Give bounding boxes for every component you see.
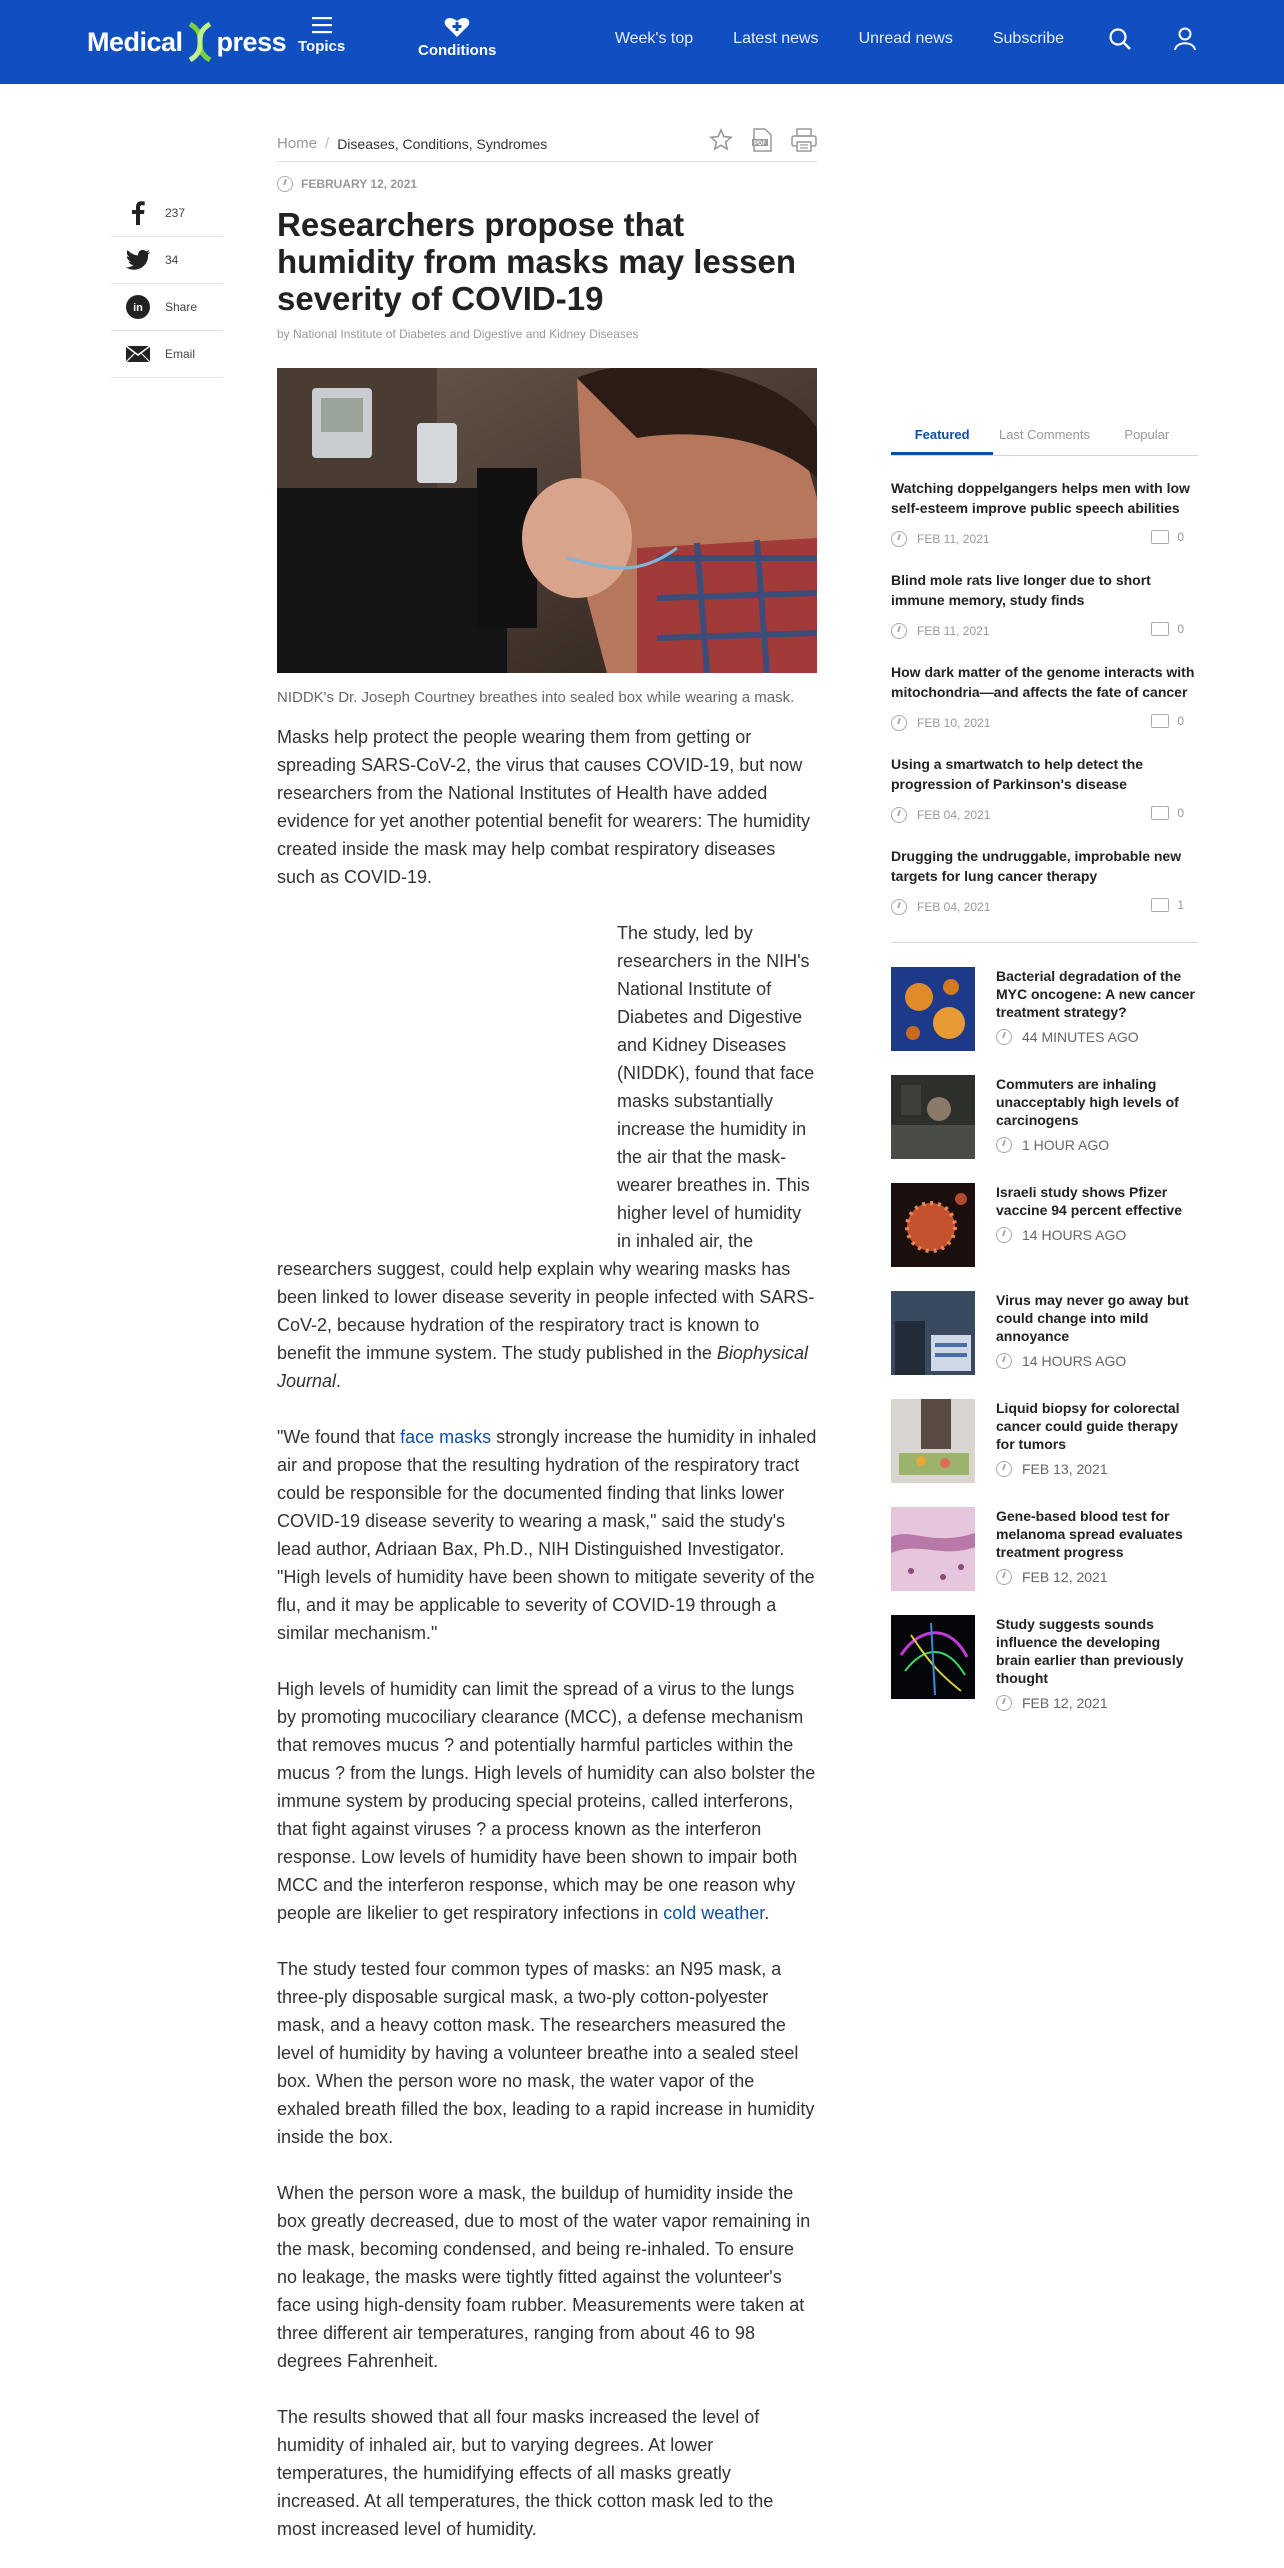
news-meta — [996, 1353, 1198, 1369]
news-meta — [996, 1227, 1198, 1243]
featured-item[interactable] — [891, 548, 1198, 640]
comment-count-value: 0 — [1177, 806, 1184, 820]
article-paragraph-5: The study tested four common types of masks: an N95 mask, a three-ply disposable surgical mask, a two-ply cotton-polyester mask, and a heavy cotton mask. The researchers measured the level of humidity by having a volunteer breathe into a sealed steel box. When the person wore no mask, the water vapor of the exhaled breath filled the box, leading to a rapid increase in humidity inside the box. — [277, 1959, 815, 2147]
ad-space — [277, 919, 617, 1229]
news-time: 1 HOUR AGO — [1022, 1137, 1110, 1153]
clock-icon — [891, 899, 907, 915]
subscribe-link[interactable]: Subscribe — [992, 30, 1064, 47]
sidebar-divider — [891, 942, 1198, 943]
article-byline: by National Institute of Diabetes and Digestive and Kidney Diseases — [277, 327, 639, 341]
clock-icon — [891, 531, 907, 547]
top-links — [615, 30, 1064, 48]
comment-count — [1151, 806, 1184, 820]
clock-icon — [996, 1569, 1012, 1585]
news-meta — [996, 1137, 1198, 1153]
twitter-share-count: 34 — [165, 253, 179, 267]
breadcrumb-category[interactable]: Diseases, Conditions, Syndromes — [337, 135, 548, 152]
featured-item-date: FEB 11, 2021 — [917, 532, 990, 546]
news-thumbnail[interactable] — [891, 1291, 975, 1375]
news-title[interactable]: Gene-based blood test for melanoma spread evaluates treatment progress — [996, 1508, 1183, 1560]
news-title[interactable]: Commuters are inhaling unacceptably high levels of carcinogens — [996, 1076, 1179, 1128]
comment-icon — [1151, 622, 1169, 636]
clock-icon — [277, 176, 293, 192]
news-meta — [996, 1029, 1198, 1045]
news-time: FEB 12, 2021 — [1022, 1695, 1108, 1711]
latest-news-link[interactable]: Latest news — [733, 30, 819, 47]
news-meta — [996, 1461, 1198, 1477]
comment-count — [1151, 714, 1184, 728]
logo-text-right: press — [216, 26, 287, 57]
featured-item-meta — [891, 622, 1198, 640]
facebook-icon — [125, 200, 151, 226]
face-masks-link[interactable]: face masks — [400, 1427, 492, 1447]
news-title[interactable]: Liquid biopsy for colorectal cancer could guide therapy for tumors — [996, 1400, 1180, 1452]
print-icon[interactable] — [791, 128, 817, 152]
featured-item-title[interactable]: Watching doppelgangers helps men with low self-esteem improve public speech abilities — [891, 480, 1190, 516]
tab-last-comments[interactable]: Last Comments — [998, 427, 1091, 442]
featured-item-title[interactable]: Drugging the undruggable, improbable new targets for lung cancer therapy — [891, 848, 1182, 884]
weeks-top-link[interactable]: Week's top — [614, 30, 694, 47]
featured-item-meta — [891, 898, 1198, 916]
clock-icon — [996, 1461, 1012, 1477]
photo-caption: NIDDK's Dr. Joseph Courtney breathes into sealed box while wearing a mask. — [277, 689, 795, 706]
news-title[interactable]: Study suggests sounds influence the developing brain earlier than previously thought — [996, 1616, 1184, 1686]
news-meta — [996, 1569, 1198, 1585]
comment-count — [1151, 530, 1184, 544]
news-info — [996, 1399, 1198, 1507]
featured-item-meta — [891, 530, 1198, 548]
news-list — [891, 967, 1198, 1723]
news-title[interactable]: Israeli study shows Pfizer vaccine 94 percent effective — [996, 1184, 1182, 1218]
featured-item-meta — [891, 714, 1198, 732]
heart-plus-icon — [444, 16, 470, 38]
news-thumbnail[interactable] — [891, 1615, 975, 1699]
article-paragraph-7: The results showed that all four masks increased the level of humidity of inhaled air, but to varying degrees. At lower temperatures, the humidifying effects of all masks greatly increased. At all temperatures, the thick cotton mask led to the most increased level of humidity. — [277, 2407, 774, 2539]
featured-item-date: FEB 10, 2021 — [917, 716, 991, 730]
news-info — [996, 1291, 1198, 1399]
linkedin-share-button[interactable] — [111, 284, 223, 331]
news-time: 14 HOURS AGO — [1022, 1353, 1127, 1369]
featured-item-date: FEB 04, 2021 — [917, 900, 991, 914]
comment-count-value: 0 — [1177, 530, 1184, 544]
comment-count — [1151, 898, 1184, 912]
share-bar — [111, 190, 223, 378]
comment-count-value: 0 — [1177, 714, 1184, 728]
comment-count-value: 0 — [1177, 622, 1184, 636]
article-paragraph-2-end: . — [336, 1371, 342, 1391]
news-item[interactable] — [891, 1615, 1198, 1723]
tab-popular[interactable]: Popular — [1124, 427, 1170, 442]
news-time: FEB 12, 2021 — [1022, 1569, 1108, 1585]
featured-item[interactable] — [891, 824, 1198, 916]
featured-item-title[interactable]: Blind mole rats live longer due to short immune memory, study finds — [891, 572, 1151, 608]
journal-name: Biophysical Journal — [277, 1343, 808, 1391]
sidebar-tabs — [891, 418, 1198, 456]
featured-item[interactable] — [891, 640, 1198, 732]
comment-icon — [1151, 898, 1169, 912]
news-meta — [996, 1695, 1198, 1711]
featured-item-date: FEB 11, 2021 — [917, 624, 990, 638]
clock-icon — [891, 807, 907, 823]
topics-button[interactable] — [298, 16, 345, 55]
top-navigation-bar — [0, 0, 1284, 84]
featured-item-title[interactable]: How dark matter of the genome interacts with mitochondria—and affects the fate of cancer — [891, 664, 1195, 700]
article-paragraph-2 — [277, 919, 817, 1395]
svg-text:PDF: PDF — [754, 141, 766, 147]
featured-item-meta — [891, 806, 1198, 824]
article-tools — [709, 128, 817, 152]
pdf-icon[interactable] — [751, 128, 773, 152]
cold-weather-link[interactable]: cold weather — [663, 1903, 765, 1923]
facebook-share-count: 237 — [165, 206, 186, 220]
news-info — [996, 967, 1198, 1075]
news-item[interactable] — [891, 1075, 1198, 1183]
article-paragraph-6: When the person wore a mask, the buildup of humidity inside the box greatly decreased, due to most of the water vapor remaining in the mask, becoming condensed, and being re-inhaled. To ensure no leakage, the masks were tightly fitted against the volunteer's face using high-density foam rubber. Measurements were taken at three different air temperatures, ranging from about 46 to 98 degrees Fahrenheit. — [277, 2183, 811, 2371]
news-title[interactable]: Virus may never go away but could change into mild annoyance — [996, 1292, 1189, 1344]
article-paragraph-2-text: The study, led by researchers in the NIH's National Institute of Diabetes and Digestive and Kidney Diseases (NIDDK), found that face masks substantially increase the humidity in the air that the mask-wearer breathes in. This higher level of humidity in inhaled air, the researchers suggest, could help explain why wearing masks has been linked to lower disease severity in people infected with SARS-CoV-2, because hydration of the respiratory tract is known to benefit the immune system. The study published in the — [277, 923, 815, 1363]
news-thumbnail[interactable] — [891, 1399, 975, 1483]
logo-text-left: Medical — [87, 26, 183, 57]
facebook-share-button[interactable] — [111, 190, 223, 237]
clock-icon — [996, 1695, 1012, 1711]
article-paragraph-3-rest: strongly increase the humidity in inhaled air and propose that the resulting hydration of the respiratory tract could be responsible for the documented finding that links lower COVID-19 disease severity to wearing a mask," said the study's lead author, Adriaan Bax, Ph.D., NIH Distinguished Investigator. "High levels of humidity have been shown to mitigate severity of the flu, and it may be applicable to severity of COVID-19 through a similar mechanism." — [277, 1427, 817, 1643]
comment-icon — [1151, 714, 1169, 728]
news-thumbnail[interactable] — [891, 1507, 975, 1591]
news-thumbnail[interactable] — [891, 1183, 975, 1267]
news-info — [996, 1615, 1198, 1723]
clock-icon — [996, 1137, 1012, 1153]
news-thumbnail[interactable] — [891, 1075, 975, 1159]
article-date — [277, 176, 817, 192]
news-item[interactable] — [891, 967, 1198, 1075]
news-item[interactable] — [891, 1507, 1198, 1615]
news-time: 44 MINUTES AGO — [1022, 1029, 1139, 1045]
clock-icon — [996, 1227, 1012, 1243]
news-item[interactable] — [891, 1399, 1198, 1507]
comment-icon — [1151, 806, 1169, 820]
comment-count — [1151, 622, 1184, 636]
article-paragraph-4-text: High levels of humidity can limit the spread of a virus to the lungs by promoting mucociliary clearance (MCC), a defense mechanism that removes mucus ? and potentially harmful particles within the mucus ? from the lungs. High levels of humidity can also bolster the immune system by producing special proteins, called interferons, that fight against viruses ? a process known as the interferon response. Low levels of humidity have been shown to impair both MCC and the interferon response, which may be one reason why people are likelier to get respiratory infections in — [277, 1679, 816, 1923]
linkedin-icon — [125, 294, 151, 320]
breadcrumb-separator: / — [325, 135, 330, 152]
unread-news-link[interactable]: Unread news — [858, 30, 953, 47]
conditions-button[interactable] — [418, 16, 496, 59]
news-info — [996, 1075, 1198, 1183]
twitter-share-button[interactable] — [111, 237, 223, 284]
article-photo[interactable] — [277, 368, 817, 673]
dna-logo-icon — [185, 22, 215, 62]
bookmark-star-icon[interactable] — [709, 128, 733, 152]
featured-item[interactable] — [891, 732, 1198, 824]
article-date-text: FEBRUARY 12, 2021 — [301, 177, 418, 191]
featured-list — [891, 456, 1198, 916]
site-logo[interactable] — [87, 22, 286, 62]
topics-label: Topics — [298, 38, 346, 55]
article-photo-illustration — [277, 368, 817, 673]
clock-icon — [996, 1353, 1012, 1369]
breadcrumb-home[interactable]: Home — [277, 135, 318, 152]
news-info — [996, 1183, 1198, 1291]
news-thumbnail[interactable] — [891, 967, 975, 1051]
news-time: FEB 13, 2021 — [1022, 1461, 1108, 1477]
email-share-label: Email — [165, 347, 196, 361]
comment-icon — [1151, 530, 1169, 544]
news-info — [996, 1507, 1198, 1615]
clock-icon — [996, 1029, 1012, 1045]
article-title: Researchers propose that humidity from masks may lessen severity of COVID-19 — [277, 206, 797, 317]
news-title[interactable]: Bacterial degradation of the MYC oncogene: A new cancer treatment strategy? — [996, 968, 1195, 1020]
article-paragraph-4 — [277, 1675, 817, 1927]
search-icon[interactable] — [1108, 27, 1132, 51]
news-item[interactable] — [891, 1183, 1198, 1291]
user-account-icon[interactable] — [1174, 27, 1196, 51]
clock-icon — [891, 623, 907, 639]
article-paragraph-3 — [277, 1423, 817, 1647]
tab-featured[interactable]: Featured — [891, 418, 993, 455]
article-paragraph-1: Masks help protect the people wearing them from getting or spreading SARS-CoV-2, the virus that causes COVID-19, but now researchers from the National Institutes of Health have added evidence for yet another potential benefit for wearers: The humidity created inside the mask may help combat respiratory diseases such as COVID-19. — [277, 727, 810, 887]
article-body — [277, 723, 817, 2543]
svg-text:in: in — [133, 302, 143, 314]
article — [277, 126, 817, 2543]
sidebar — [891, 418, 1198, 1723]
news-item[interactable] — [891, 1291, 1198, 1399]
hamburger-menu-icon — [312, 16, 332, 34]
featured-item[interactable] — [891, 456, 1198, 548]
featured-item-title[interactable]: Using a smartwatch to help detect the progression of Parkinson's disease — [891, 756, 1144, 792]
linkedin-share-label: Share — [165, 300, 198, 314]
email-icon — [125, 341, 151, 367]
clock-icon — [891, 715, 907, 731]
conditions-label: Conditions — [418, 42, 497, 59]
article-paragraph-4-end: . — [764, 1903, 770, 1923]
email-share-button[interactable] — [111, 331, 223, 378]
featured-item-date: FEB 04, 2021 — [917, 808, 991, 822]
twitter-icon — [125, 247, 151, 273]
article-paragraph-3-start: "We found that — [277, 1427, 401, 1447]
comment-count-value: 1 — [1177, 898, 1184, 912]
breadcrumb — [277, 126, 817, 162]
news-time: 14 HOURS AGO — [1022, 1227, 1127, 1243]
